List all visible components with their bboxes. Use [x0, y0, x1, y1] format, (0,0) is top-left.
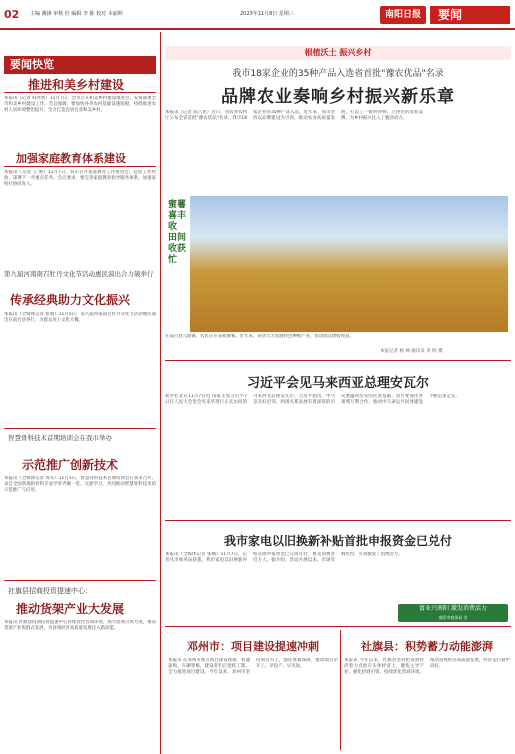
rule: [4, 166, 156, 167]
rule: [165, 520, 511, 521]
brief1-title: 推进和美乡村建设: [28, 78, 125, 92]
rule: [4, 92, 156, 93]
brief5-subtitle: 社旗县招商投资提速中心：: [8, 587, 92, 595]
rule: [4, 428, 156, 429]
feature-text: 本报讯（记者 陈吉亚）近日，省农业农村厅公布全省首批"豫农优品"名录，我市18家企业的35种产品入选。近年来，我市坚持以品牌建设为引领，推动农业高质量发展，打造了一批叫得响、立得住的农业品牌，为乡村振兴注入了强劲动力。: [165, 110, 423, 121]
story2-title: 习近平会见马来西亚总理安瓦尔: [246, 376, 429, 391]
masthead: [0, 0, 515, 30]
brief5-title: 推动货架产业大发展: [16, 602, 125, 616]
photo-caption-vertical: 蜜薯喜丰收 田间收获忙: [168, 200, 187, 265]
editor-line: 主编 戴锋 审核 杜 编辑 李 陈 校对 本丽晖: [30, 11, 123, 17]
section-title: 要闻: [430, 6, 510, 24]
story4-title: 邓州市：项目建设提速冲刺: [187, 640, 319, 653]
rule: [4, 580, 156, 581]
story5-title: 社旗县：积势蓄力动能澎湃: [361, 640, 493, 653]
column-divider: [340, 630, 341, 750]
page-number: 02: [4, 8, 20, 21]
brief3-text: 本报讯（全媒体记者 张航）11月5日，第九届河南南召牡丹文化节活动惠民演出在南召县举行，为群众送上文化大餐。: [4, 312, 156, 323]
story4-text: 本报讯 在邓州市重点项目建设现场，机器轰鸣、车辆穿梭，建设者们正抢抓工期，全力推进项目建设。今年以来，邓州市坚持项目为王，强化要素保障，推动项目早开工、早投产、早见效。: [168, 658, 338, 675]
ad-banner: [398, 604, 508, 622]
photographer: 本报记者 杨 帅 通讯员 李 明 摄: [380, 349, 443, 354]
rule: [165, 360, 511, 361]
brief2-text: 本报讯（记者 王 帅）11月7日，我市召开家庭教育工作推进会，总结工作经验，部署下一步重点任务。会议要求，要完善家庭教育指导服务体系，加强家校社协同育人。: [4, 170, 156, 187]
story3-title: 我市家电以旧换新补贴首批申报资金已兑付: [223, 534, 452, 548]
brief4-subtitle: 智慧骨科技术首期培训会在我市举办: [8, 434, 112, 442]
feature-title: 品牌农业奏响乡村振兴新乐章: [221, 87, 455, 107]
ad-line2: 南阳市商务局 宣: [438, 615, 468, 620]
story5-text: 本报讯 今年以来，社旗县坚持把发展经济着力点放在实体经济上，聚焦主导产业，强化招商引资，持续优化营商环境，推动县域经济高质量发展，经济运行稳中向好。: [344, 658, 510, 675]
brief2-title: 加强家庭教育体系建设: [16, 152, 126, 165]
brief5-text: 本报讯 社旗县招商投资提速中心持续优化营商环境，加大招商引资力度，推动货架产业集群式发展，为县域经济高质量发展注入新动能。: [4, 620, 156, 631]
feature-kicker: 我市18家企业的35种产品入选省首批"豫农优品"名录: [232, 69, 444, 79]
feature-photo: [190, 196, 508, 332]
rule: [165, 626, 511, 627]
column-divider: [160, 32, 161, 754]
brief1-text: 本报讯（记者 韩亦然）11月7日，全市召开和美乡村建设推进会，安排部署全市和美乡村建设工作。会议强调，要加快补齐农村基础设施短板，持续推进农村人居环境整治提升，全力打造宜居宜业和美乡村。: [4, 96, 156, 113]
brief4-title: 示范推广创新技术: [22, 458, 119, 472]
ad-line1: 富业兴南阳 激发消费活力: [419, 605, 487, 612]
brief3-title: 传承经典助力文化振兴: [10, 293, 131, 307]
story3-text: 本报讯（全媒体记者 张楠）11月7日，记者从市商务局获悉，我市家电以旧换新补贴首批申报资金已完成兑付，惠及消费者近万人。据介绍，活动开展以来，市场反响热烈，有效激发了消费活力。: [165, 552, 403, 563]
feature-banner-text: 根植沃土 振兴乡村: [304, 48, 372, 57]
feature-banner: [165, 46, 511, 60]
paper-logo: 南阳日报: [380, 6, 426, 24]
brief-header: 要闻快览: [4, 56, 156, 74]
date-line: 2023年11月8日 星期三: [240, 11, 294, 17]
brief4-text: 本报讯（全媒体记者 周军）11月5日，智慧骨科技术首期培训会在我市召开，来自全国各地的骨科专家学者齐聚一堂，交流学习，共同推动智慧骨科技术的示范推广与应用。: [4, 476, 156, 493]
story2-text: 新华社北京11月7日电 国家主席习近平7日在人民大会堂会见来华进行正式访问的马来西亚总理安瓦尔。习近平指出，中马是友好近邻，两国关系发展有着深厚的历史底蕴和坚实的民意基础。双方要深化各领域互利合作，推动中马命运共同体建设不断走深走实。: [165, 394, 460, 405]
photo-note: 在南召县云阳镇，农民正在采收蜜薯。近年来，该县大力发展特色种植产业，带动群众增收致富。: [165, 334, 354, 339]
brief3-subtitle: 第九届河南南召牡丹文化节活动惠民演出合力破举行: [4, 270, 154, 278]
